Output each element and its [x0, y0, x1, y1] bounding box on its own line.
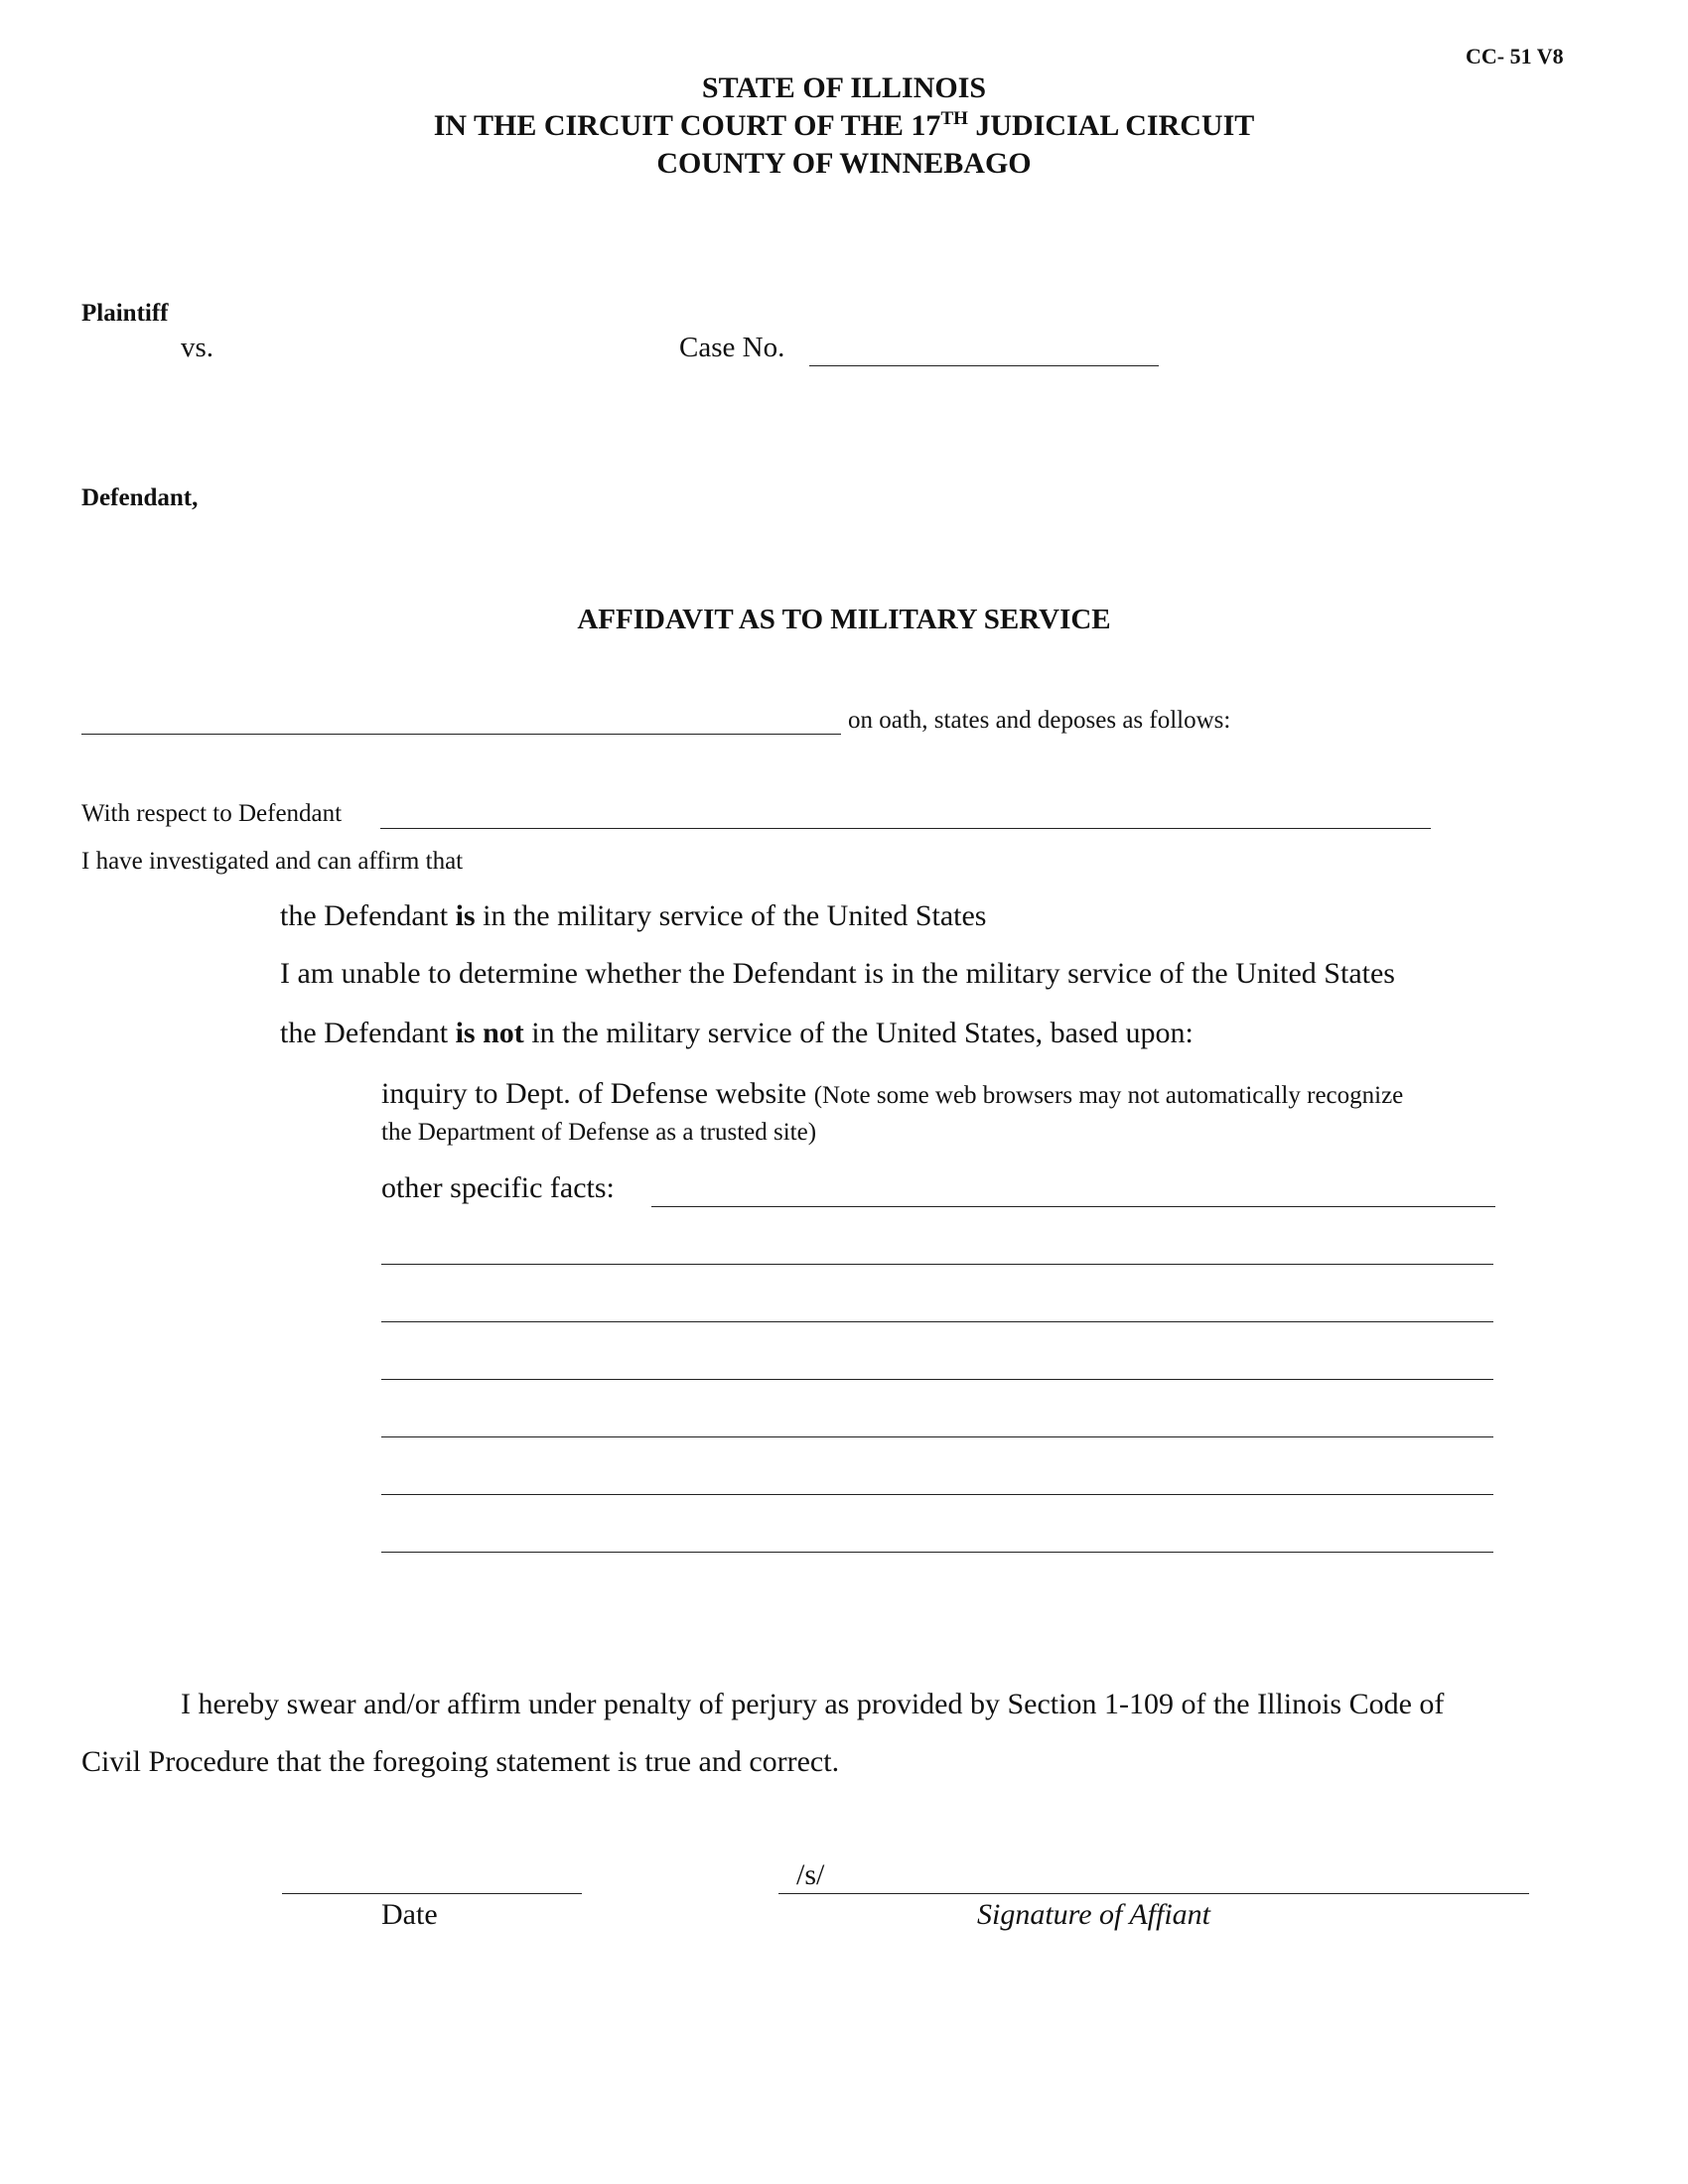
- oath-line-2: Civil Procedure that the foregoing statement is true and correct.: [81, 1745, 840, 1778]
- option-unable-determine[interactable]: I am unable to determine whether the Defendant is in the military service of the United States: [280, 957, 1395, 990]
- form-code: CC- 51 V8: [1466, 44, 1564, 68]
- sub-option-dod-inquiry[interactable]: [381, 1077, 1403, 1111]
- option-is-military[interactable]: [280, 899, 986, 933]
- option-is-bold: is: [455, 899, 476, 932]
- option-isnot-post: in the military service of the United States, based upon:: [523, 1017, 1194, 1049]
- signature-label: Signature of Affiant: [977, 1898, 1211, 1931]
- date-field[interactable]: [282, 1893, 582, 1894]
- facts-line-3[interactable]: [381, 1379, 1493, 1380]
- signature-s-mark: /s/: [796, 1858, 825, 1891]
- dod-inquiry-text: inquiry to Dept. of Defense website: [381, 1077, 814, 1110]
- investigated-text: I have investigated and can affirm that: [81, 848, 464, 875]
- plaintiff-label: Plaintiff: [81, 300, 169, 327]
- document-title: AFFIDAVIT AS TO MILITARY SERVICE: [577, 604, 1111, 635]
- signature-field[interactable]: [778, 1893, 1529, 1894]
- other-facts-field[interactable]: [651, 1206, 1495, 1207]
- facts-line-5[interactable]: [381, 1494, 1493, 1495]
- header-court-pre: IN THE CIRCUIT COURT OF THE 17: [433, 109, 941, 142]
- case-no-label: Case No.: [679, 332, 785, 363]
- option-is-post: in the military service of the United States: [475, 899, 987, 932]
- affiant-name-field[interactable]: [81, 734, 841, 735]
- facts-line-6[interactable]: [381, 1552, 1493, 1553]
- defendant-label: Defendant,: [81, 484, 199, 511]
- dod-note-line2: the Department of Defense as a trusted site): [381, 1119, 817, 1146]
- option-is-pre: the Defendant: [280, 899, 456, 932]
- header-court-post: JUDICIAL CIRCUIT: [967, 109, 1255, 142]
- header-state: STATE OF ILLINOIS: [701, 71, 987, 104]
- facts-line-2[interactable]: [381, 1321, 1493, 1322]
- oath-line-1: I hereby swear and/or affirm under penalty of perjury as provided by Section 1-109 of the Illinois Code of: [181, 1688, 1445, 1720]
- header-court-sup: TH: [940, 108, 968, 129]
- option-isnot-pre: the Defendant: [280, 1017, 456, 1049]
- respect-defendant-label: With respect to Defendant: [81, 800, 343, 827]
- option-isnot-bold: is not: [455, 1017, 524, 1049]
- defendant-name-field[interactable]: [380, 828, 1431, 829]
- affiant-oath-text: on oath, states and deposes as follows:: [848, 707, 1231, 734]
- header-court: [0, 109, 1688, 143]
- facts-line-1[interactable]: [381, 1264, 1493, 1265]
- date-label: Date: [381, 1898, 438, 1931]
- case-no-field[interactable]: [809, 365, 1159, 366]
- facts-line-4[interactable]: [381, 1436, 1493, 1437]
- header-county: COUNTY OF WINNEBAGO: [656, 147, 1032, 180]
- dod-note-line1: (Note some web browsers may not automatically recognize: [813, 1082, 1404, 1109]
- other-facts-label: other specific facts:: [381, 1171, 615, 1204]
- option-is-not-military[interactable]: [280, 1017, 1194, 1050]
- vs-label: vs.: [181, 332, 214, 363]
